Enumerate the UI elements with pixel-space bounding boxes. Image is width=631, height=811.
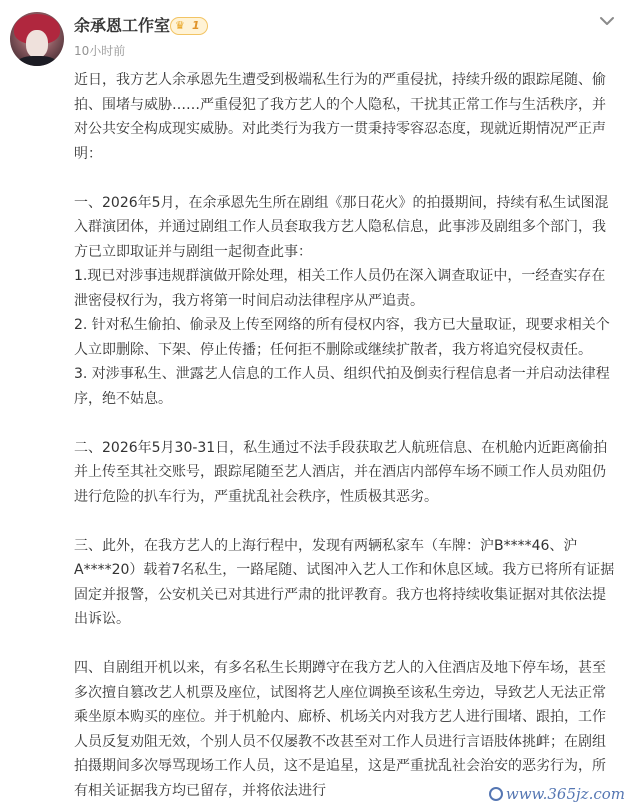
post-paragraph: 四、自剧组开机以来，有多名私生长期蹲守在我方艺人的入住酒店及地下停车场，甚至多次擅自篡改艺人机票及座位，试图将艺人座位调换至该私生旁边，导致艺人无法正常乘坐原本购买的座位。并于机舱内、廊桥、机场关内对我方艺人进行围堵、跟拍，工作人员反复劝阻无效，个别人员不仅屡教不改甚至对工作人员进行言语肢体挑衅；在剧组拍摄期间多次辱骂现场工作人员，这不是追星，这是严重扰乱社会治安的恶劣行为，所有相关证据我方均已留存，并将依法进行 xyxy=(74,660,606,799)
vip-level: 1 xyxy=(192,19,200,32)
paragraph-gap xyxy=(74,509,618,534)
chevron-down-icon[interactable] xyxy=(596,12,618,30)
paragraph-gap xyxy=(74,166,618,191)
post-paragraph: 2. 针对私生偷拍、偷录及上传至网络的所有侵权内容，我方已大量取证，现要求相关个人立即删除、下架、停止传播；任何拒不删除或继续扩散者，我方将追究侵权责任。 xyxy=(74,317,610,358)
post-time[interactable]: 10小时前 xyxy=(74,44,126,58)
post-paragraph: 三、此外，在我方艺人的上海行程中，发现有两辆私家车（车牌：沪B****46、沪A****20）载着7名私生，一路尾随、试图冲入艺人工作和休息区域。我方已将所有证据固定并报警，公安机关已对其进行严肃的批评教育。我方也将持续收集证据对其依法提出诉讼。 xyxy=(74,537,615,627)
post-content xyxy=(74,68,618,803)
post-paragraph: 近日，我方艺人余承恩先生遭受到极端私生行为的严重侵扰，持续升级的跟踪尾随、偷拍、围堵与威胁……严重侵犯了我方艺人的个人隐私，干扰其正常工作与生活秩序，并对公共安全构成现实威胁。对此类行为我方一贯秉持零容忍态度，现就近期情况严正声明： xyxy=(74,72,606,162)
vip-badge[interactable] xyxy=(170,17,208,35)
account-name[interactable]: 余承恩工作室 xyxy=(74,16,171,35)
crown-icon: ♛ xyxy=(175,19,185,32)
paragraph-gap xyxy=(74,632,618,657)
globe-icon xyxy=(489,787,503,801)
watermark-text: www.365jz.com xyxy=(505,785,625,803)
watermark xyxy=(489,784,625,804)
avatar[interactable] xyxy=(10,12,64,66)
post-paragraph: 1.现已对涉事违规群演做开除处理，相关工作人员仍在深入调查取证中，一经查实存在泄密侵权行为，我方将第一时间启动法律程序从严追责。 xyxy=(74,268,606,309)
avatar-body xyxy=(16,56,58,66)
post-paragraph: 一、2026年5月，在余承恩先生所在剧组《那日花火》的拍摄期间，持续有私生试图混入群演团体，并通过剧组工作人员套取我方艺人隐私信息，此事涉及剧组多个部门，我方已立即取证并与剧组一起彻查此事： xyxy=(74,194,609,260)
post-paragraph: 3. 对涉事私生、泄露艺人信息的工作人员、组织代拍及倒卖行程信息者一并启动法律程序，绝不姑息。 xyxy=(74,366,610,407)
paragraph-gap xyxy=(74,411,618,436)
post-paragraph: 二、2026年5月30-31日，私生通过不法手段获取艺人航班信息、在机舱内近距离偷拍并上传至其社交账号，跟踪尾随至艺人酒店，并在酒店内部停车场不顾工作人员劝阻仍进行危险的扒车行为，严重扰乱社会秩序，性质极其恶劣。 xyxy=(74,439,608,505)
avatar-face xyxy=(26,30,48,58)
